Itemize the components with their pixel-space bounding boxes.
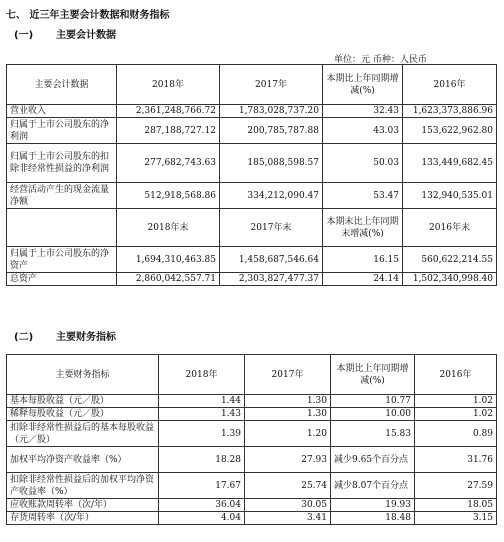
value-cell: 17.67 [159, 473, 245, 499]
value-cell: 18.05 [415, 499, 497, 512]
header-cell: 本期比上年同期增减(%) [323, 65, 403, 105]
financial-indicators-table [6, 354, 497, 525]
value-cell: 31.76 [415, 447, 497, 473]
table-row [7, 408, 497, 421]
table-row [7, 144, 497, 183]
row-label: 归属于上市公司股东的净利润 [7, 118, 117, 144]
row-label: 扣除非经常性损益后的加权平均净资产收益率（%） [7, 473, 159, 499]
value-cell: 1,783,028,737.20 [220, 105, 323, 118]
value-cell: 24.14 [323, 273, 403, 286]
table-row [7, 473, 497, 499]
value-cell: 18.28 [159, 447, 245, 473]
header-cell: 2017年末 [220, 209, 323, 247]
table-row [7, 421, 497, 447]
value-cell: 30.05 [245, 499, 331, 512]
value-cell: 15.83 [331, 421, 415, 447]
part1-title: 主要会计数据 [56, 30, 116, 41]
header-cell [7, 209, 117, 247]
header-cell: 主要会计数据 [7, 65, 117, 105]
value-cell: 2,303,827,477.37 [220, 273, 323, 286]
table-header-row [7, 65, 497, 105]
value-cell: 18.48 [331, 512, 415, 525]
header-cell: 2017年 [245, 355, 331, 395]
row-label: 基本每股收益（元／股） [7, 395, 159, 408]
row-label: 归属于上市公司股东的净资产 [7, 247, 117, 273]
value-cell: 1.20 [245, 421, 331, 447]
value-cell: 32.43 [323, 105, 403, 118]
value-cell: 10.77 [331, 395, 415, 408]
row-label: 加权平均净资产收益率（%） [7, 447, 159, 473]
header-cell: 2017年 [220, 65, 323, 105]
value-cell: 43.03 [323, 118, 403, 144]
header-cell: 2018年 [159, 355, 245, 395]
value-cell: 1,502,340,998.40 [403, 273, 497, 286]
value-cell: 512,918,568.86 [117, 183, 220, 209]
table-row [7, 499, 497, 512]
table-row [7, 273, 497, 286]
value-cell: 185,088,598.57 [220, 144, 323, 183]
header-cell: 2016年末 [403, 209, 497, 247]
value-cell: 50.03 [323, 144, 403, 183]
value-cell: 3.41 [245, 512, 331, 525]
value-cell: 1,694,310,463.85 [117, 247, 220, 273]
section-title: 七、 近三年主要会计数据和财务指标 [6, 10, 170, 21]
part2-heading [14, 328, 116, 343]
value-cell: 133,449,682.45 [403, 144, 497, 183]
value-cell: 1,458,687,546.64 [220, 247, 323, 273]
header-cell: 2016年 [403, 65, 497, 105]
row-label: 存货周转率（次/年） [7, 512, 159, 525]
value-cell: 16.15 [323, 247, 403, 273]
value-cell: 27.93 [245, 447, 331, 473]
value-cell: 560,622,214.55 [403, 247, 497, 273]
value-cell: 2,361,248,766.72 [117, 105, 220, 118]
value-cell: 1.44 [159, 395, 245, 408]
value-cell: 19.93 [331, 499, 415, 512]
part1-number: (一) [14, 30, 34, 41]
table-row [7, 247, 497, 273]
value-cell: 1.43 [159, 408, 245, 421]
header-cell: 2018年 [117, 65, 220, 105]
unit-currency-line: 单位：元 币种：人民币 [334, 55, 427, 65]
table-row [7, 183, 497, 209]
row-label: 总资产 [7, 273, 117, 286]
table-row [7, 447, 497, 473]
value-cell: 3.15 [415, 512, 497, 525]
row-label: 应收账款周转率（次/年） [7, 499, 159, 512]
value-cell: 25.74 [245, 473, 331, 499]
value-cell: 1.02 [415, 408, 497, 421]
value-cell: 334,212,090.47 [220, 183, 323, 209]
value-cell: 27.59 [415, 473, 497, 499]
header-cell: 本期末比上年同期末增减(%) [323, 209, 403, 247]
table-row [7, 395, 497, 408]
value-cell: 287,188,727.12 [117, 118, 220, 144]
value-cell: 1.30 [245, 395, 331, 408]
part1-heading [14, 26, 116, 41]
value-cell: 1.02 [415, 395, 497, 408]
value-cell: 153,622,962.80 [403, 118, 497, 144]
accounting-data-table [6, 64, 497, 286]
header-cell: 主要财务指标 [7, 355, 159, 395]
row-label: 经营活动产生的现金流量净额 [7, 183, 117, 209]
row-label: 扣除非经常性损益后的基本每股收益（元／股） [7, 421, 159, 447]
value-cell: 减少8.07个百分点 [331, 473, 415, 499]
row-label: 营业收入 [7, 105, 117, 118]
table-row [7, 105, 497, 118]
part2-number: (二) [14, 332, 34, 343]
value-cell: 1.30 [245, 408, 331, 421]
value-cell: 减少9.65个百分点 [331, 447, 415, 473]
value-cell: 4.04 [159, 512, 245, 525]
header-cell: 本期比上年同期增减(%) [331, 355, 415, 395]
row-label: 归属于上市公司股东的扣除非经常性损益的净利润 [7, 144, 117, 183]
table-header-row [7, 209, 497, 247]
header-cell: 2016年 [415, 355, 497, 395]
table-row [7, 512, 497, 525]
value-cell: 0.89 [415, 421, 497, 447]
value-cell: 1.39 [159, 421, 245, 447]
value-cell: 132,940,535.01 [403, 183, 497, 209]
value-cell: 53.47 [323, 183, 403, 209]
value-cell: 277,682,743.63 [117, 144, 220, 183]
value-cell: 2,860,042,557.71 [117, 273, 220, 286]
table-header-row [7, 355, 497, 395]
table-row [7, 118, 497, 144]
row-label: 稀释每股收益（元／股） [7, 408, 159, 421]
part2-title: 主要财务指标 [56, 332, 116, 343]
value-cell: 36.04 [159, 499, 245, 512]
value-cell: 10.00 [331, 408, 415, 421]
header-cell: 2018年末 [117, 209, 220, 247]
value-cell: 1,623,373,886.96 [403, 105, 497, 118]
value-cell: 200,785,787.88 [220, 118, 323, 144]
